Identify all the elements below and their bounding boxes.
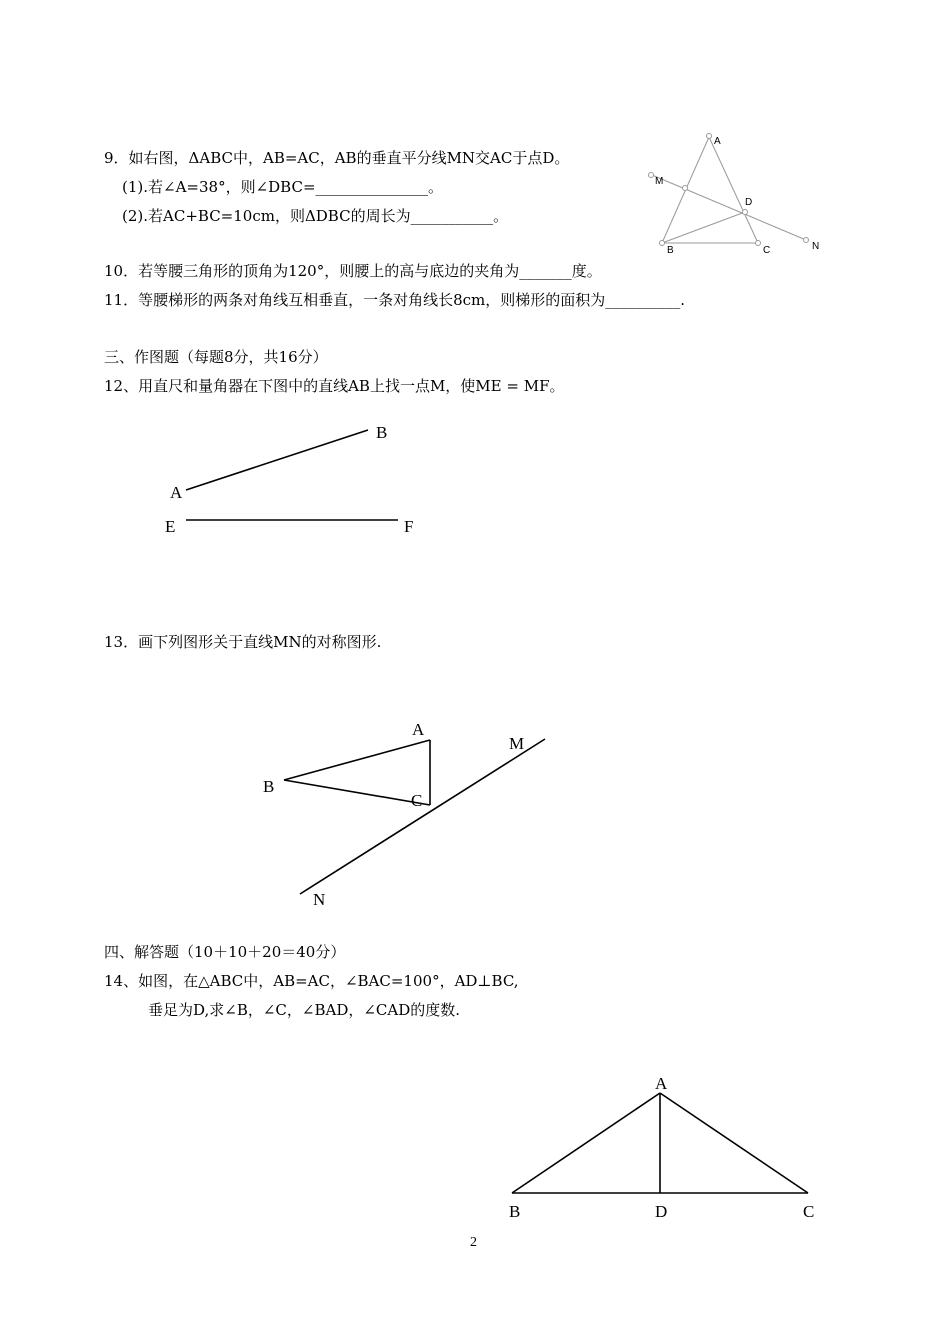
q13-label-b: B	[263, 777, 275, 796]
q9-point-b	[660, 241, 665, 246]
q14-side-ac	[660, 1093, 808, 1193]
q14-line2: 垂足为D,求∠B，∠C，∠BAD，∠CAD的度数.	[148, 1001, 461, 1019]
q9-label-b: B	[667, 245, 674, 256]
q9-point-c	[756, 241, 761, 246]
q9-point-a	[707, 134, 712, 139]
q9-side-ab	[662, 137, 709, 243]
q13-label-a: A	[412, 720, 425, 739]
q14-label-d: D	[655, 1202, 668, 1221]
q9-line-mn	[652, 175, 806, 240]
q14-line1: 14、如图，在△ABC中，AB=AC，∠BAC=100°，AD⊥BC,	[104, 972, 519, 990]
q9-point-d	[743, 210, 748, 215]
q9-part1: (1).若∠A=38°，则∠DBC=_______________。	[122, 178, 444, 196]
q13-side-ab	[284, 740, 430, 780]
q9-label-m: M	[655, 176, 664, 187]
q12-label-b: B	[376, 423, 388, 442]
q13-label-c: C	[411, 791, 423, 810]
section4-heading: 四、解答题（10＋10＋20＝40分）	[104, 943, 346, 961]
q13-label-n: N	[313, 890, 326, 909]
q9-label-n: N	[812, 241, 820, 252]
q9-label-d: D	[745, 197, 753, 208]
q10-text: 10．若等腰三角形的顶角为120°，则腰上的高与底边的夹角为_______度。	[104, 262, 602, 280]
q13-text: 13．画下列图形关于直线MN的对称图形.	[104, 633, 382, 651]
q9-segment-bd	[662, 212, 745, 243]
q14-label-c: C	[803, 1202, 815, 1221]
q9-side-ac	[709, 137, 758, 243]
q14-label-b: B	[509, 1202, 521, 1221]
q9-stem: 9．如右图，ΔABC中，AB=AC，AB的垂直平分线MN交AC于点D。	[104, 149, 570, 167]
q13-label-m: M	[509, 734, 525, 753]
q12-label-e: E	[165, 517, 176, 536]
q9-point-n	[804, 238, 809, 243]
q9-label-a: A	[714, 136, 721, 147]
q11-text: 11．等腰梯形的两条对角线互相垂直，一条对角线长8cm，则梯形的面积为__________.	[104, 291, 686, 309]
q9-part2: (2).若AC+BC=10cm，则ΔDBC的周长为___________。	[122, 207, 509, 225]
q12-line-ab	[186, 430, 368, 490]
q12-label-a: A	[170, 483, 183, 502]
section3-heading: 三、作图题（每题8分，共16分）	[104, 348, 328, 366]
page-number: 2	[470, 1235, 477, 1250]
q13-side-bc	[284, 780, 430, 805]
q12-text: 12、用直尺和量角器在下图中的直线AB上找一点M，使ME = MF。	[104, 377, 565, 395]
q9-label-c: C	[763, 245, 771, 256]
q14-side-ab	[512, 1093, 660, 1193]
q12-label-f: F	[404, 517, 414, 536]
q13-line-mn	[300, 739, 545, 894]
q9-point-mid	[683, 186, 688, 191]
q14-label-a: A	[655, 1074, 668, 1093]
q9-point-m	[649, 173, 654, 178]
